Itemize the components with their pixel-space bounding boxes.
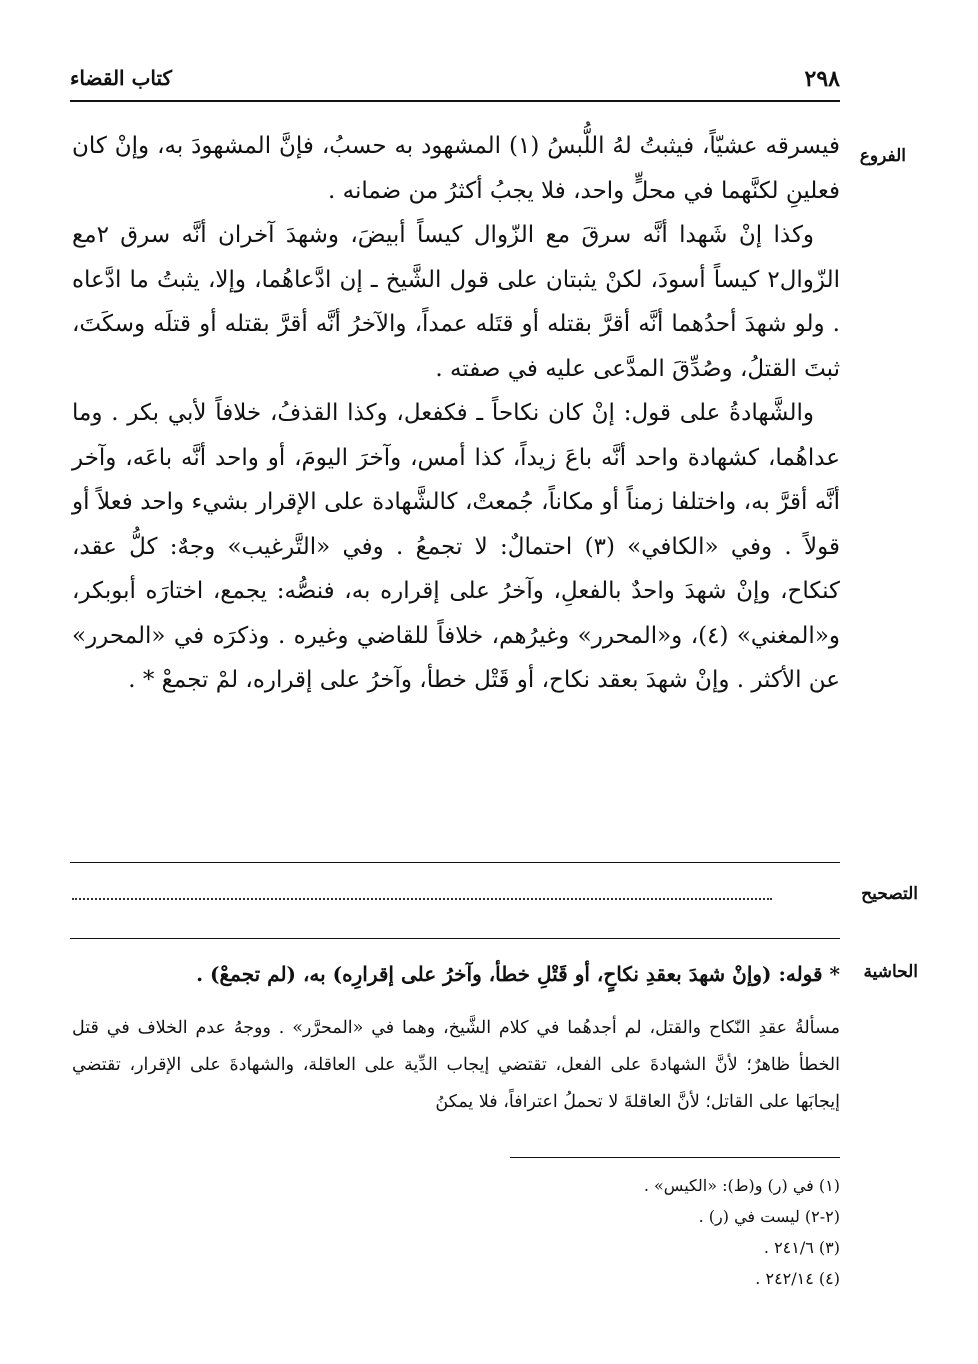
paragraph-1: فيسرقه عشيّاً، فيثبتُ لهُ اللُّبسُ (١) المشهود به حسبُ، فإنَّ المشهودَ به، وإنْ كان فعلينِ لكنَّهما في محلٍّ واحد، فلا يجبُ أكثرُ من ضمانه . (72, 133, 840, 204)
footnote-2: (٢-٢) ليست في (ر) . (698, 1207, 840, 1226)
footnote-1: (١) في (ر) و(ط): «الكيس» . (643, 1176, 840, 1195)
label-tashih: التصحيح (861, 884, 918, 904)
paragraph-3: والشَّهادةُ على قول: إنْ كان نكاحاً ـ فكفعل، وكذا القذفُ، خلافاً لأبي بكر . وما عداهُما، كشهادة واحد أنَّه باعَ زيداً، كذا أمس، وآخرَ اليومَ، أو واحد أنَّه باعَه، وآخر أنَّه أقرَّ به، واختلفا زمناً أو مكاناً، جُمعتْ، كالشَّهادة على الإقرار بشيء واحد فعلاً أو قولاً . وفي «الكافي» (٣) احتمالٌ: لا تجمعُ . وفي «التَّرغيب» وجهٌ: كلُّ عقد، كنكاح، وإنْ شهدَ واحدٌ بالفعلِ، وآخرُ على إقراره به، فنصُّه: يجمع، اختارَه أبوبكر، و«المغني» (٤)، و«المحرر» وغيرُهم، خلافاً للقاضي وغيره . وذكرَه في «المحرر» عن الأكثر . وإنْ شهدَ بعقد نكاح، أو قَتْل خطأ، وآخرُ على إقراره، لمْ تجمعْ * . (72, 400, 840, 693)
footnote-4: (٤) ٢٤٢/١٤ . (755, 1269, 840, 1288)
footnote-3: (٣) ٢٤١/٦ . (763, 1238, 840, 1257)
section-rule-top (70, 862, 840, 863)
book-title: كتاب القضاء (70, 66, 173, 90)
paragraph-2: وكذا إنْ شَهدا أنَّه سرقَ مع الزّوال كيساً أبيضَ، وشهدَ آخران أنَّه سرق ٢مع الزّوال٢ كيساً أسودَ، لكنْ يثبتان على قول الشَّيخ ـ إن ادَّعاهُما، وإلا، يثبتُ ما ادَّعاه . ولو شهدَ أحدُهما أنَّه أقرَّ بقتله أو قتَله عمداً، والآخرُ أنَّه أقرَّ بقتله أو قتلَه وسكَتَ، ثبتَ القتلُ، وصُدِّقَ المدَّعى عليه في صفته . (72, 222, 840, 382)
header-rule (70, 100, 840, 102)
page-number: ٢٩٨ (804, 66, 840, 92)
section-rule-bottom (70, 938, 840, 939)
tashih-dotted-line (72, 898, 772, 900)
main-text (72, 124, 840, 703)
label-furu: الفروع (859, 146, 906, 166)
page-header (70, 62, 840, 102)
footnotes (440, 1170, 840, 1294)
hashiya-lead: * قوله: (وإنْ شهدَ بعقدِ نكاحٍ، أو قَتْلِ خطأ، وآخرُ على إقرارِه) به، (لم تجمعْ) . (196, 962, 840, 986)
hashiya-body (72, 1010, 840, 1121)
hashiya-paragraph: مسألةُ عقدِ النّكاح والقتل، لم أجدهُما في كلام الشَّيخ، وهما في «المحرَّر» . ووجهُ عدم الخلاف في قتل الخطأ ظاهرٌ؛ لأنَّ الشهادةَ على الفعل، تقتضي إيجاب الدِّية على العاقلة، والشهادةَ على الإقرار، تقتضي إيجابَها على القاتل؛ لأنَّ العاقلةَ لا تحملُ اعترافاً، فلا يمكنُ (72, 1018, 840, 1112)
label-hashiya: الحاشية (863, 962, 918, 982)
footnote-rule (510, 1157, 840, 1158)
